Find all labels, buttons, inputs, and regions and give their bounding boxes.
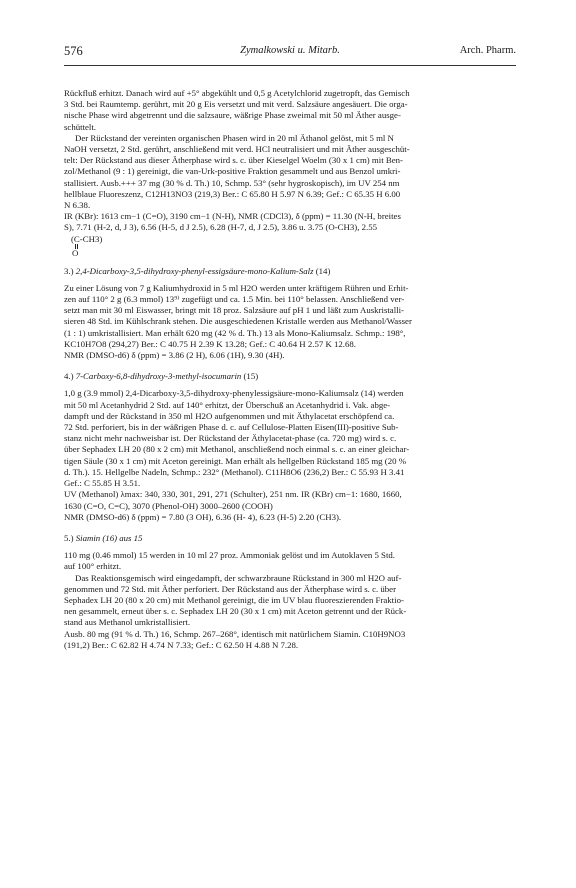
text-line: nische Phase wird abgetrennt und die salzsaure, wäßrige Phase zweimal mit 50 ml Äther ausge-	[64, 110, 401, 121]
text-line: UV (Methanol) λmax: 340, 330, 301, 291, 271 (Schulter), 251 nm. IR (KBr) cm−1: 1680, 1660,	[64, 489, 402, 500]
section-heading	[64, 533, 516, 544]
text-line: Der Rückstand der vereinten organischen Phasen wird in 20 ml Äthanol gelöst, mit 5 ml N	[75, 132, 394, 143]
text-line: stallisiert. Ausb.+++ 37 mg (30 % d. Th.) 10, Schmp. 53° (sehr hygroskopisch), im UV 254 nm	[64, 177, 400, 188]
text-line: Das Reaktionsgemisch wird eingedampft, der schwarzbraune Rückstand in 300 ml H2O auf-	[75, 572, 402, 583]
section-5	[64, 533, 516, 651]
journal-page	[64, 44, 516, 651]
text-line: genommen und 72 Std. mit Äther perforiert. Der Rückstand aus der Ätherphase wird s. c. über	[64, 583, 396, 594]
text-line: Rückfluß erhitzt. Danach wird auf +5° abgekühlt und 0,5 g Acetylchlorid zugetropft, das Gemisch	[64, 88, 410, 98]
text-line: setzt man mit 30 ml Eiswasser, bringt mit 18 proz. Salzsäure auf pH 1 und läßt zum Auskristalli-	[64, 305, 404, 316]
section-number: 3.)	[64, 265, 74, 276]
structure-group: (C-CH3)	[71, 233, 103, 244]
section-heading	[64, 266, 516, 277]
text-line: S), 7.71 (H-2, d, J 3), 6.56 (H-5, d J 2.5), 6.28 (H-7, d, J 2.5), 3.86 u. 3.75 (O-CH3), 2.55	[64, 222, 377, 233]
text-line: sieren 48 Std. im Kühlschrank stehen. Die ausgeschiedenen Kristalle werden aus Methanol/Wasser	[64, 316, 412, 327]
text-line: Ausb. 80 mg (91 % d. Th.) 16, Schmp. 267–268°, identisch mit natürlichem Siamin. C10H9NO3	[64, 628, 406, 639]
text-line: zol/Methanol (9 : 1) gereinigt, die van-Urk-positive Fraktion gesammelt und aus Benzol umkri-	[64, 166, 401, 177]
text-line: 72 Std. perforiert, bis in der wäßrigen Phase d. c. auf Cellulose-Platten Eisen(III)-positive Sub-	[64, 422, 399, 433]
text-line: (191,2) Ber.: C 62.82 H 4.74 N 7.33; Gef.: C 62.50 H 4.88 N 7.28.	[64, 639, 299, 650]
paragraph-1	[64, 88, 516, 133]
text-line: zen auf 110° 2 g (6.3 mmol) 13⁹⁾ zugefügt und ca. 1.5 Min. bei 110° belassen. Anschließend ver-	[64, 294, 405, 305]
section-number: 5.)	[64, 532, 74, 543]
text-line: d. Th.). 15. Hellgelbe Nadeln, Schmp.: 232° (Methanol). C11H8O6 (236,2) Ber.: C 55.93 H 3.41	[64, 466, 405, 477]
text-line: nen gesammelt, erneut über s. c. Sephadex LH 20 (30 x 1 cm) mit Aceton getrennt und der Rück-	[64, 606, 407, 617]
text-line: NMR (DMSO-d6) δ (ppm) = 3.86 (2 H), 6.06 (1H), 9.30 (4H).	[64, 350, 285, 361]
text-line: stand aus Methanol umkristallisiert.	[64, 617, 191, 628]
section-3	[64, 266, 516, 362]
compound-number: (14)	[315, 265, 331, 276]
structure-atom: O	[72, 247, 79, 258]
text-line: dampft und der Rückstand in 350 ml H2O aufgenommen und mit Äthylacetat erschöpfend ca.	[64, 410, 395, 421]
text-line: NMR (DMSO-d6) δ (ppm) = 7.80 (3 OH), 6.36 (H- 4), 6.23 (H-5) 2.20 (CH3).	[64, 511, 342, 522]
running-title: Zymalkowski u. Mitarb.	[240, 45, 340, 56]
text-line: IR (KBr): 1613 cm−1 (C=O), 3190 cm−1 (N-H), NMR (CDCl3), δ (ppm) = 11.30 (N-H, breites	[64, 211, 401, 222]
text-line: mit 50 ml Acetanhydrid 2 Std. auf 140° erhitzt, der Überschuß an Acetanhydrid i. Vak. abge-	[64, 399, 391, 410]
running-header	[64, 44, 516, 66]
text-line: Sephadex LH 20 (80 x 20 cm) mit Methanol gereinigt, die im UV blau fluoreszierenden Fraktio-	[64, 594, 404, 605]
section-4	[64, 371, 516, 523]
section-title: Siamin	[75, 532, 101, 543]
article-body	[64, 88, 516, 651]
paragraph-2	[64, 133, 516, 256]
text-line: stanz nicht mehr nachweisbar ist. Der Rückstand der Äthylacetat-phase (ca. 720 mg) wird s. c.	[64, 433, 397, 444]
carbonyl-structure	[71, 234, 516, 256]
text-line: tigen Säule (30 x 1 cm) mit Aceton gereinigt. Man erhält als hellgelben Rückstand 185 mg (20 %	[64, 455, 407, 466]
compound-number: (15)	[243, 371, 259, 382]
text-line: Zu einer Lösung von 7 g Kaliumhydroxid in 5 ml H2O werden unter kräftigem Rühren und Erhit-	[64, 282, 409, 293]
text-line: 1,0 g (3.9 mmol) 2,4-Dicarboxy-3,5-dihydroxy-phenylessigsäure-mono-Kaliumsalz (14) werden	[64, 388, 404, 399]
text-line: KC10H7O8 (294,27) Ber.: C 40.75 H 2.39 K 13.28; Gef.: C 40.64 H 2.57 K 12.68.	[64, 338, 356, 349]
section-title: 2,4-Dicarboxy-3,5-dihydroxy-phenyl-essigsäure-mono-Kalium-Salz	[75, 265, 314, 276]
compound-number: (16) aus 15	[102, 532, 143, 543]
text-line: 1630 (C=O, C=C), 3070 (Phenol-OH) 3000–2600 (COOH)	[64, 500, 273, 511]
text-line: über Sephadex LH 20 (80 x 2 cm) mit Methanol, anschließend noch einmal s. c. an einer gleichar-	[64, 444, 410, 455]
text-line: NaOH versetzt, 2 Std. gerührt, anschließend mit verd. HCl neutralisiert und mit Äther ausgeschüt-	[64, 144, 410, 155]
text-line: 110 mg (0.46 mmol) 15 werden in 10 ml 27 proz. Ammoniak gelöst und im Autoklaven 5 Std.	[64, 550, 395, 561]
journal-name: Arch. Pharm.	[459, 45, 516, 56]
text-line: 3 Std. bei Raumtemp. gerührt, mit 20 g Eis versetzt und mit verd. Salzsäure angesäuert. Die orga-	[64, 99, 408, 110]
text-line: schüttelt.	[64, 121, 97, 132]
text-line: auf 100° erhitzt.	[64, 561, 122, 572]
text-line: hellblaue Fluoreszenz, C12H13NO3 (219,3) Ber.: C 65.80 H 5.97 N 6.39; Gef.: C 65.35 H 6.00	[64, 188, 401, 199]
section-number: 4.)	[64, 371, 74, 382]
section-heading	[64, 371, 516, 382]
text-line: Gef.: C 55.85 H 3.51.	[64, 478, 141, 489]
text-line: N 6.38.	[64, 200, 91, 211]
section-title: 7-Carboxy-6,8-dihydroxy-3-methyl-isocumarin	[75, 371, 242, 382]
page-number: 576	[64, 44, 83, 58]
text-line: telt: Der Rückstand aus dieser Ätherphase wird s. c. über Kieselgel Woelm (30 x 1 cm) mit Ben-	[64, 155, 403, 166]
text-line: (1 : 1) umkristallisiert. Man erhält 620 mg (42 % d. Th.) 13 als Mono-Kaliumsalz. Schmp.: 198°,	[64, 327, 406, 338]
